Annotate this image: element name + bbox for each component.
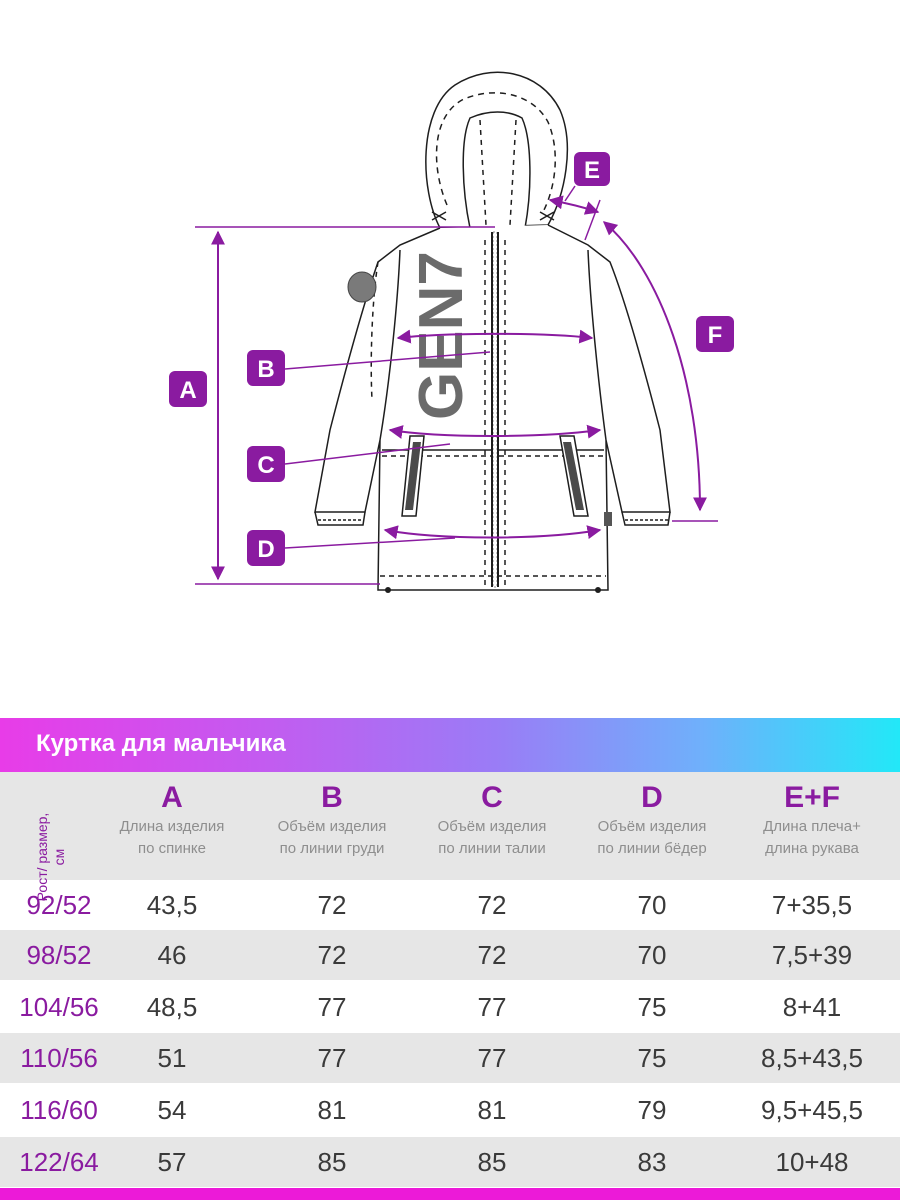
svg-text:A: A: [179, 377, 197, 404]
value-cell-a: 57: [157, 1147, 187, 1177]
value-cell-b: 77: [317, 992, 347, 1022]
value-cell-c: 72: [477, 890, 507, 920]
size-cell: 92/52: [26, 890, 92, 920]
size-cell: 104/56: [19, 992, 99, 1022]
label-a: [169, 371, 207, 407]
value-cell-ef: 7,5+39: [771, 940, 853, 970]
size-cell: 122/64: [19, 1147, 99, 1177]
column-header-c: C Объём изделия по линии талии: [437, 781, 547, 857]
value-cell-c: 77: [477, 1043, 507, 1073]
svg-text:B: B: [257, 356, 275, 383]
value-cell-d: 79: [637, 1095, 667, 1125]
label-b: [247, 350, 285, 386]
column-header-a: A Длина изделия по спинке: [119, 781, 225, 857]
label-d: [247, 530, 285, 566]
value-cell-d: 75: [637, 992, 667, 1022]
sleeve-badge: [348, 272, 376, 302]
value-cell-ef: 7+35,5: [771, 890, 853, 920]
value-cell-d: 75: [637, 1043, 667, 1073]
label-f: [696, 316, 734, 352]
svg-text:E: E: [583, 157, 601, 184]
table-row: [0, 1033, 900, 1083]
size-header-label: Рост/ размер, см: [34, 812, 67, 902]
size-cell: 116/60: [20, 1095, 98, 1125]
brand-print: GEN7: [407, 251, 476, 420]
label-e: [574, 152, 610, 186]
column-header-b: B Объём изделия по линии груди: [277, 781, 387, 857]
table-title-band: [0, 718, 900, 772]
value-cell-ef: 9,5+45,5: [761, 1095, 863, 1125]
bottom-band: [0, 1188, 900, 1200]
size-cell: 98/52: [26, 940, 92, 970]
value-cell-a: 46: [157, 940, 187, 970]
size-cell: 110/56: [20, 1043, 98, 1073]
value-cell-c: 81: [477, 1095, 507, 1125]
table-row: [0, 1137, 900, 1187]
value-cell-ef: 10+48: [775, 1147, 849, 1177]
label-c: [247, 446, 285, 482]
value-cell-b: 81: [317, 1095, 347, 1125]
table-row: [0, 930, 900, 980]
table-title: Куртка для мальчика: [36, 730, 286, 757]
value-cell-ef: 8+41: [782, 992, 842, 1022]
value-cell-c: 85: [477, 1147, 507, 1177]
svg-text:D: D: [257, 536, 275, 563]
value-cell-a: 54: [157, 1095, 187, 1125]
value-cell-a: 48,5: [146, 992, 198, 1022]
value-cell-d: 70: [637, 890, 667, 920]
size-header: [6, 772, 84, 902]
value-cell-b: 85: [317, 1147, 347, 1177]
value-cell-d: 83: [637, 1147, 667, 1177]
value-cell-d: 70: [637, 940, 667, 970]
value-cell-b: 72: [317, 890, 347, 920]
value-cell-ef: 8,5+43,5: [761, 1043, 863, 1073]
svg-text:F: F: [707, 322, 723, 349]
table-header-row: [0, 772, 900, 902]
svg-text:C: C: [257, 452, 275, 479]
value-cell-c: 77: [477, 992, 507, 1022]
value-cell-a: 51: [157, 1043, 187, 1073]
value-cell-a: 43,5: [146, 890, 198, 920]
value-cell-b: 72: [317, 940, 347, 970]
value-cell-c: 72: [477, 940, 507, 970]
table-row: [0, 1085, 900, 1135]
table-row: [0, 880, 900, 930]
value-cell-b: 77: [317, 1043, 347, 1073]
table-row: [0, 982, 900, 1032]
column-header-d: D Объём изделия по линии бёдер: [597, 781, 707, 857]
column-header-ef: E+F Длина плеча+ длина рукава: [763, 781, 861, 857]
